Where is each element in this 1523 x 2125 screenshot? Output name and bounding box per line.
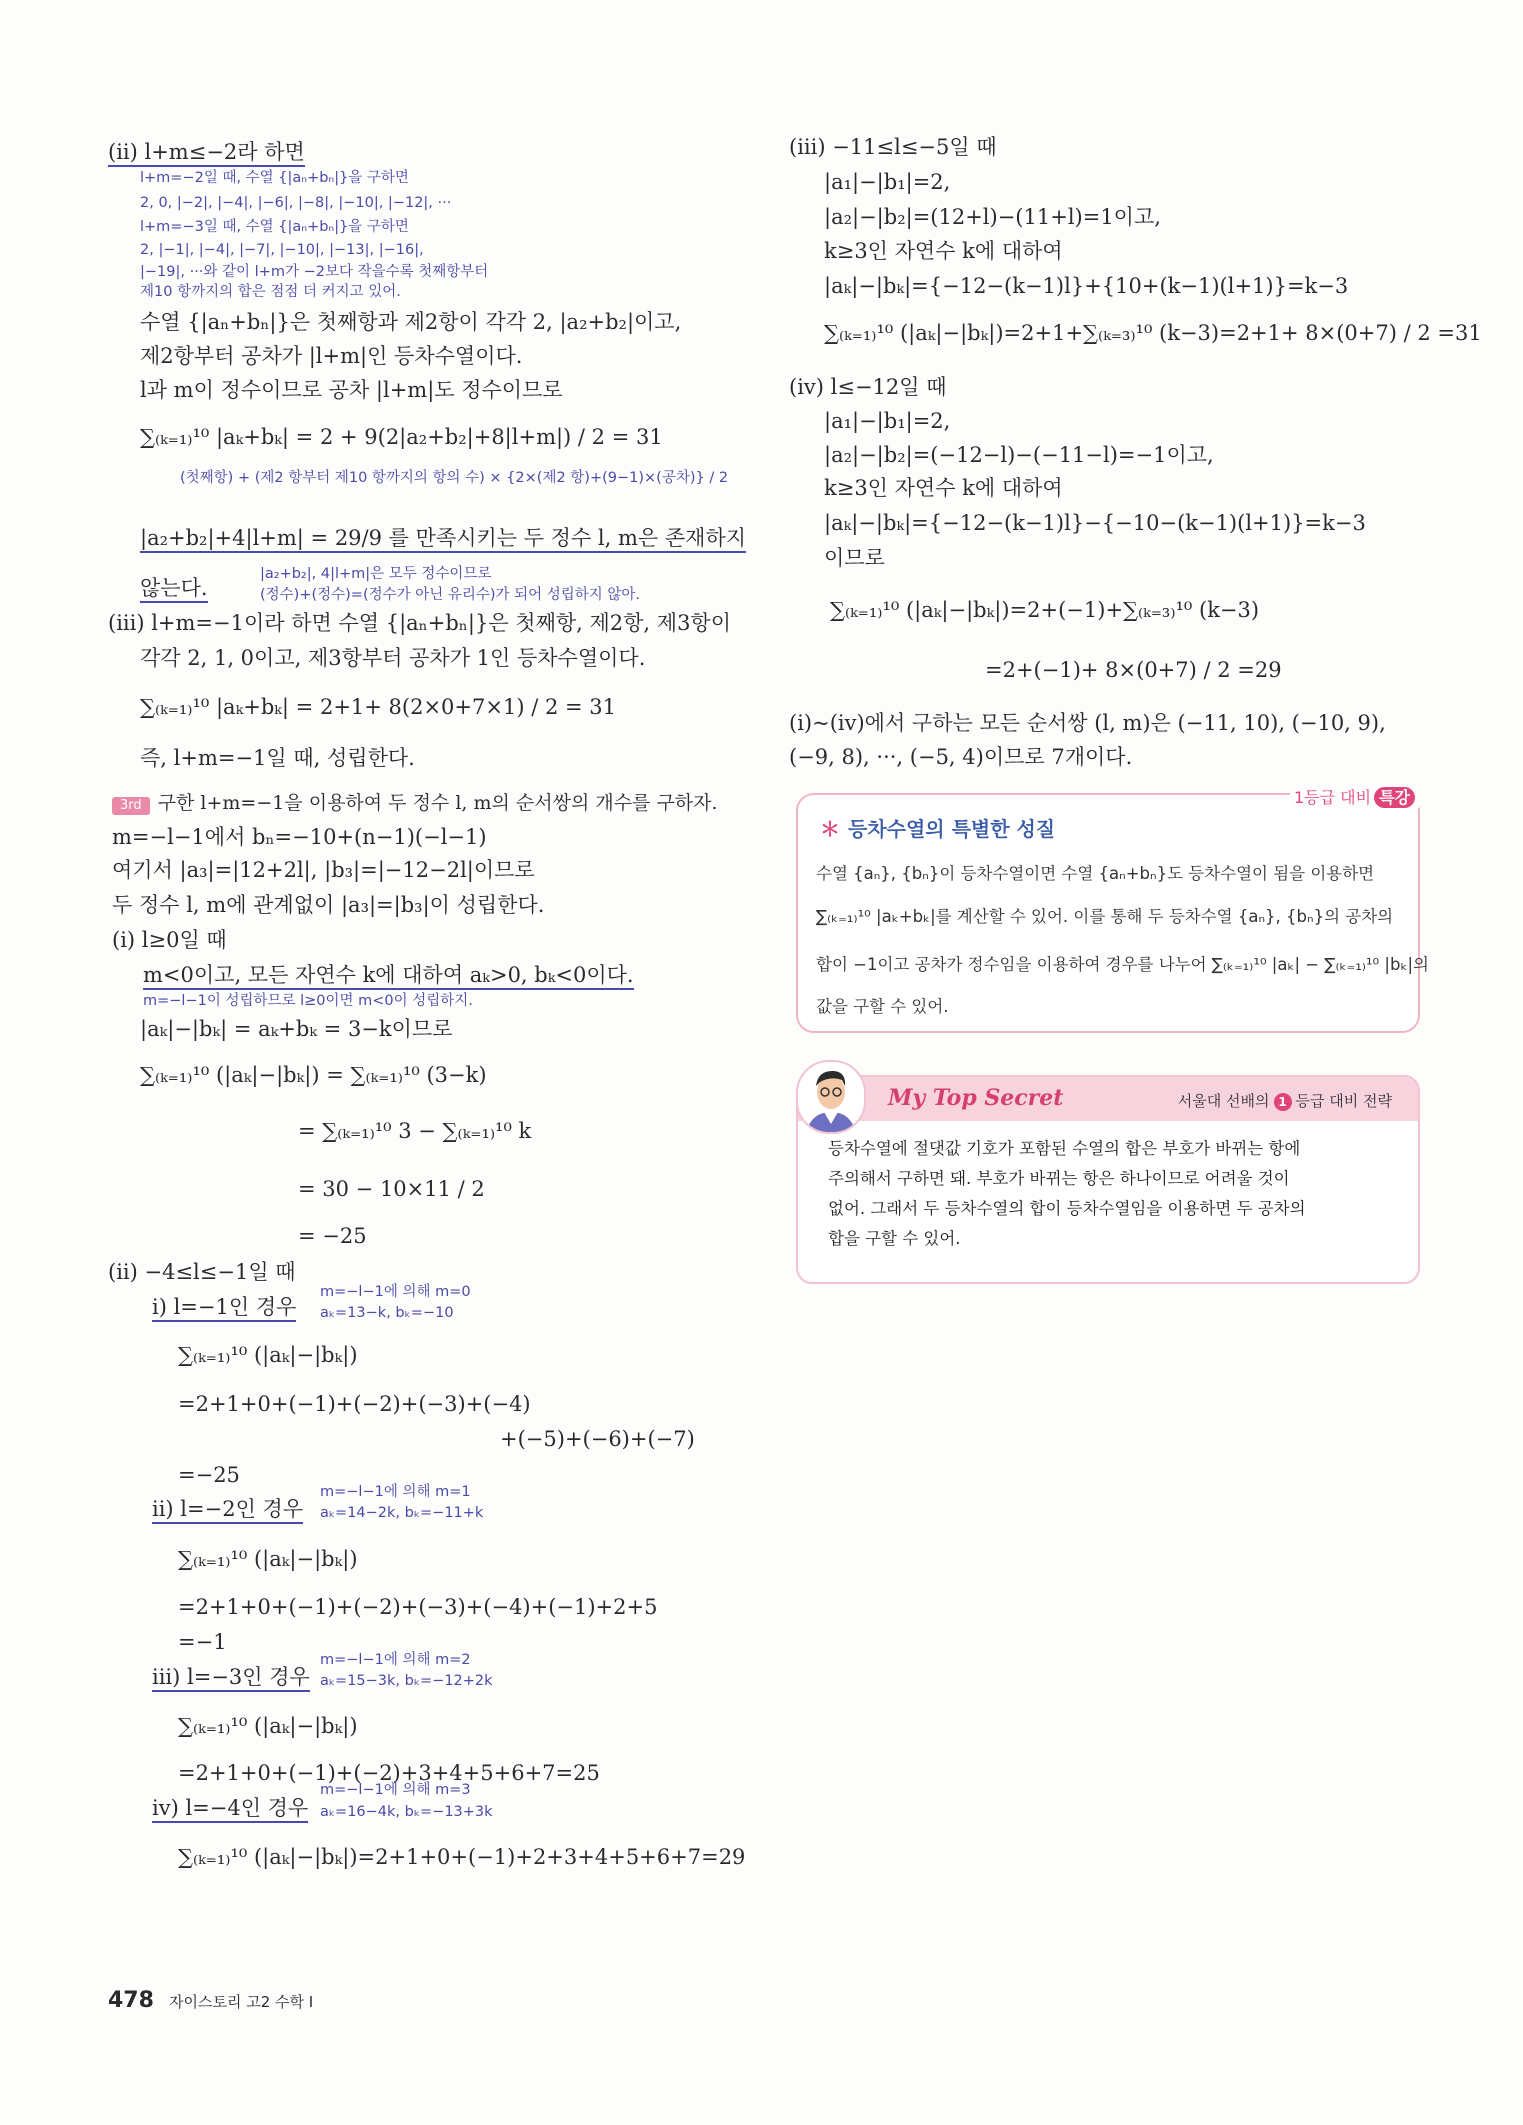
text-line: |a₁|−|b₁|=2, — [824, 409, 951, 433]
secret-line: 주의해서 구하면 돼. 부호가 바뀌는 항은 하나이므로 어려울 것이 — [828, 1169, 1290, 1188]
sum-formula: = −25 — [298, 1224, 367, 1248]
tip-title — [820, 813, 1055, 842]
secret-sub-pre: 서울대 선배의 — [1177, 1092, 1270, 1110]
case2b-heading: (ii) −4≤l≤−1일 때 — [108, 1260, 296, 1284]
page-number: 478 — [108, 1988, 154, 2013]
sum-formula: ∑₍ₖ₌₁₎¹⁰ (|aₖ|−|bₖ|) — [178, 1714, 358, 1738]
tip-line: ∑₍ₖ₌₁₎¹⁰ |aₖ+bₖ|를 계산할 수 있어. 이를 통해 두 등차수열 {aₙ}, {bₙ}의 공차의 — [816, 907, 1394, 926]
formula-note: (첫째항) + (제2 항부터 제10 항까지의 항의 수) × {2×(제2 항)+(9−1)×(공차)} / 2 — [180, 470, 729, 486]
note: aₖ=13−k, bₖ=−10 — [320, 1305, 454, 1321]
text-line: l과 m이 정수이므로 공차 |l+m|도 정수이므로 — [140, 378, 563, 402]
conclusion-text: |a₂+b₂|+4|l+m| = 29/9 를 만족시키는 두 정수 l, m은 존재하지 — [140, 526, 746, 553]
sum-formula: ∑₍ₖ₌₁₎¹⁰ |aₖ+bₖ| = 2 + 9(2|a₂+b₂|+8|l+m|) / 2 = 31 — [140, 425, 663, 449]
text-line: 이므로 — [824, 546, 885, 570]
secret-header — [798, 1077, 1418, 1121]
sub3-heading — [152, 1665, 310, 1690]
text-line: 수열 {|aₙ+bₙ|}은 첫째항과 제2항이 각각 2, |a₂+b₂|이고, — [140, 310, 682, 334]
secret-line: 없어. 그래서 두 등차수열의 합이 등차수열임을 이용하면 두 공차의 — [828, 1199, 1306, 1218]
text-line: k≥3인 자연수 k에 대하여 — [824, 476, 1063, 500]
secret-line: 등차수열에 절댓값 기호가 포함된 수열의 합은 부호가 바뀌는 항에 — [828, 1139, 1301, 1158]
tip-tag — [1290, 785, 1419, 808]
text-line: 각각 2, 1, 0이고, 제3항부터 공차가 1인 등차수열이다. — [140, 646, 646, 670]
case2-heading-text: (ii) l+m≤−2라 하면 — [108, 140, 305, 167]
sum-formula: ∑₍ₖ₌₁₎¹⁰ (|aₖ|−|bₖ|) — [178, 1343, 358, 1367]
student-avatar-icon — [798, 1062, 864, 1132]
note: aₖ=16−4k, bₖ=−13+3k — [320, 1804, 493, 1820]
tip-tag-text: 1등급 대비 — [1294, 788, 1372, 807]
page-footer — [108, 1988, 313, 2013]
text-line: |a₁|−|b₁|=2, — [824, 170, 951, 194]
tip-line: 합이 −1이고 공차가 정수임을 이용하여 경우를 나누어 ∑₍ₖ₌₁₎¹⁰ |aₖ| − ∑₍ₖ₌₁₎¹⁰ |bₖ|의 — [816, 955, 1429, 974]
note: l+m=−3일 때, 수열 {|aₙ+bₙ|}을 구하면 — [140, 219, 409, 235]
step-badge: 3rd — [112, 797, 150, 815]
conclusion-text-2: 않는다. — [140, 576, 208, 603]
sum-formula: ∑₍ₖ₌₁₎¹⁰ |aₖ+bₖ| = 2+1+ 8(2×0+7×1) / 2 = 31 — [140, 695, 616, 719]
sum-formula: =−1 — [178, 1630, 227, 1654]
text-line: (−9, 8), ···, (−5, 4)이므로 7개이다. — [789, 745, 1133, 769]
note: (정수)+(정수)=(정수가 아닌 유리수)가 되어 성립하지 않아. — [260, 587, 641, 603]
sum-formula: = 30 − 10×11 / 2 — [298, 1177, 485, 1201]
tip-line: 값을 구할 수 있어. — [816, 997, 949, 1016]
tip-line: 수열 {aₙ}, {bₙ}이 등차수열이면 수열 {aₙ+bₙ}도 등차수열이 됨을 이용하면 — [816, 864, 1375, 883]
secret-sub-post: 등급 대비 전략 — [1295, 1092, 1392, 1110]
note: |a₂+b₂|, 4|l+m|은 모두 정수이므로 — [260, 566, 492, 582]
tip-title-text: 등차수열의 특별한 성질 — [848, 817, 1056, 841]
note: 제10 항까지의 합은 점점 더 커지고 있어. — [140, 284, 401, 300]
sum-formula: =2+1+0+(−1)+(−2)+3+4+5+6+7=25 — [178, 1761, 600, 1785]
sub2-heading-text: ii) l=−2인 경우 — [152, 1497, 303, 1524]
sum-formula: =2+(−1)+ 8×(0+7) / 2 =29 — [985, 658, 1282, 682]
text-line: m=−l−1에서 bₙ=−10+(n−1)(−l−1) — [112, 825, 487, 849]
sub4-heading — [152, 1796, 308, 1821]
tip-box — [796, 793, 1429, 1033]
sub3-heading-text: iii) l=−3인 경우 — [152, 1665, 310, 1692]
secret-box — [796, 1075, 1420, 1284]
note: 2, 0, |−2|, |−4|, |−6|, |−8|, |−10|, |−12|, ··· — [140, 195, 452, 211]
conclusion-line — [140, 526, 746, 551]
book-title: 자이스토리 고2 수학 I — [169, 1993, 314, 2011]
note: |−19|, ···와 같이 l+m가 −2보다 작을수록 첫째항부터 — [140, 264, 489, 280]
note: 2, |−1|, |−4|, |−7|, |−10|, |−13|, |−16|, — [140, 242, 424, 258]
sum-formula: ∑₍ₖ₌₁₎¹⁰ (|aₖ|−|bₖ|)=2+1+∑₍ₖ₌₃₎¹⁰ (k−3)=2+1+ 8×(0+7) / 2 =31 — [824, 321, 1482, 345]
secret-sub-num: 1 — [1274, 1093, 1292, 1111]
secret-line: 합을 구할 수 있어. — [828, 1229, 961, 1248]
case4-heading: (iv) l≤−12일 때 — [789, 375, 947, 399]
text-line: |aₖ|−|bₖ| = aₖ+bₖ = 3−k이므로 — [140, 1017, 453, 1041]
note: aₖ=14−2k, bₖ=−11+k — [320, 1505, 484, 1521]
c1-text: m<0이고, 모든 자연수 k에 대하여 aₖ>0, bₖ<0이다. — [143, 963, 634, 990]
sum-formula: = ∑₍ₖ₌₁₎¹⁰ 3 − ∑₍ₖ₌₁₎¹⁰ k — [298, 1119, 532, 1143]
text-line: |aₖ|−|bₖ|={−12−(k−1)l}+{10+(k−1)(l+1)}=k−3 — [824, 274, 1349, 298]
sum-formula: +(−5)+(−6)+(−7) — [500, 1427, 695, 1451]
text-line: |a₂|−|b₂|=(12+l)−(11+l)=1이고, — [824, 205, 1161, 229]
text-line: 두 정수 l, m에 관계없이 |a₃|=|b₃|이 성립한다. — [112, 893, 545, 917]
note: l+m=−2일 때, 수열 {|aₙ+bₙ|}을 구하면 — [140, 170, 409, 186]
sum-formula: =2+1+0+(−1)+(−2)+(−3)+(−4) — [178, 1392, 531, 1416]
note: m=−l−1이 성립하므로 l≥0이면 m<0이 성립하지. — [143, 993, 473, 1009]
note: m=−l−1에 의해 m=1 — [320, 1484, 471, 1500]
step-line — [112, 790, 718, 815]
case3-heading: (iii) −11≤l≤−5일 때 — [789, 135, 997, 159]
sub2-heading — [152, 1497, 303, 1522]
sum-formula: ∑₍ₖ₌₁₎¹⁰ (|aₖ|−|bₖ|) — [178, 1547, 358, 1571]
secret-subtitle — [1178, 1090, 1392, 1111]
step-text: 구한 l+m=−1을 이용하여 두 정수 l, m의 순서쌍의 개수를 구하자. — [157, 792, 718, 814]
text-line: k≥3인 자연수 k에 대하여 — [824, 239, 1063, 263]
secret-title: My Top Secret — [888, 1085, 1064, 1111]
text-line: |aₖ|−|bₖ|={−12−(k−1)l}−{−10−(k−1)(l+1)}=k−3 — [824, 511, 1366, 535]
note: m=−l−1에 의해 m=0 — [320, 1284, 471, 1300]
sum-formula: ∑₍ₖ₌₁₎¹⁰ (|aₖ|−|bₖ|)=2+(−1)+∑₍ₖ₌₃₎¹⁰ (k−3) — [830, 598, 1260, 622]
sub1-heading-text: i) l=−1인 경우 — [152, 1295, 296, 1322]
case2-heading — [108, 140, 305, 165]
text-line: 여기서 |a₃|=|12+2l|, |b₃|=|−12−2l|이므로 — [112, 858, 535, 882]
sum-formula: ∑₍ₖ₌₁₎¹⁰ (|aₖ|−|bₖ|) = ∑₍ₖ₌₁₎¹⁰ (3−k) — [140, 1063, 487, 1087]
conclusion-line-2 — [140, 576, 208, 601]
tip-tag-badge: 특강 — [1374, 787, 1415, 808]
sum-formula: =−25 — [178, 1463, 240, 1487]
note: m=−l−1에 의해 m=3 — [320, 1782, 471, 1798]
case1-heading: (i) l≥0일 때 — [112, 928, 227, 952]
sum-formula: ∑₍ₖ₌₁₎¹⁰ (|aₖ|−|bₖ|)=2+1+0+(−1)+2+3+4+5+6+7=29 — [178, 1845, 746, 1869]
text-line: (i)~(iv)에서 구하는 모든 순서쌍 (l, m)은 (−11, 10), (−10, 9), — [789, 711, 1386, 735]
sum-formula: =2+1+0+(−1)+(−2)+(−3)+(−4)+(−1)+2+5 — [178, 1595, 658, 1619]
text-line: 제2항부터 공차가 |l+m|인 등차수열이다. — [140, 344, 523, 368]
c1-line — [143, 963, 634, 988]
note: aₖ=15−3k, bₖ=−12+2k — [320, 1673, 493, 1689]
note: m=−l−1에 의해 m=2 — [320, 1652, 471, 1668]
avatar — [796, 1060, 866, 1134]
sub4-heading-text: iv) l=−4인 경우 — [152, 1796, 308, 1823]
case3-heading: (iii) l+m=−1이라 하면 수열 {|aₙ+bₙ|}은 첫째항, 제2항, 제3항이 — [108, 611, 732, 635]
asterisk-icon: ＊ — [820, 817, 840, 841]
text-line: 즉, l+m=−1일 때, 성립한다. — [140, 746, 415, 770]
sub1-heading — [152, 1295, 296, 1320]
text-line: |a₂|−|b₂|=(−12−l)−(−11−l)=−1이고, — [824, 443, 1214, 467]
